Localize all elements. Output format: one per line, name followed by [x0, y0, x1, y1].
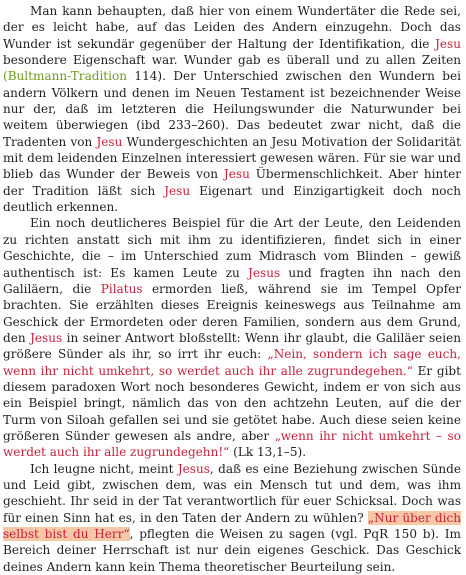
paragraph: [3, 461, 461, 575]
text-run: 114). Der Unterschied zwischen den Wundern bei andern Völkern und denen im Neuen Testament ist bezeichnender Weise nur der, daß im letzteren die Heilungswunder die Naturwunder bei weitem überwiegen (ibd 233–260). Das bedeutet zwar nicht, daß die Tradenten von: [3, 69, 461, 149]
text-run: Übermenschlichkeit. Aber hinter der Tradition läßt sich: [3, 167, 461, 198]
text-run: in seiner Antwort bloßstellt: Wenn ihr glaubt, die Galiläer seien größere Sünder als ihr, so irrt ihr euch:: [3, 330, 461, 362]
paragraph: [3, 215, 461, 460]
document-page: [3, 3, 461, 575]
text-run: Eigenart und Einzigartigkeit doch noch deutlich erkennen.: [3, 183, 461, 215]
marked-text: Jesu: [435, 36, 461, 51]
text-run: Ich leugne nicht, meint: [30, 461, 178, 476]
text-run: , pflegten die Weisen zu sagen (vgl. PqR 150 b). Im Bereich deiner Herrschaft ist nur dein eigenes Geschick. Das Geschick deines Andern kann kein Thema theoretischer Beurteilung sein.: [3, 527, 461, 574]
marked-text: „wenn ihr nicht umkehrt – so werdet auch ihr alle zugrundegehn!“: [3, 428, 461, 460]
text-run: Ein noch deutlicheres Beispiel für die Art der Leute, den Leidenden zu richten anstatt sich mit ihm zu identifizieren, findet sich in einer Geschichte, die – im Unterschied zum Midrasch vom Blinden – gewiß authentisch ist: Es kamen Leute zu: [3, 216, 461, 280]
paragraph: [3, 3, 461, 215]
text-run: (Lk 13,1–5).: [229, 445, 307, 460]
text-run: ermorden ließ, während sie im Tempel Opfer brachten. Sie erzählten dieses Ereignis keineswegs aus Teilnahme am Geschick der Ermordeten oder deren Familien, sondern aus dem Grund, den: [3, 281, 461, 345]
marked-text: Pilatus: [100, 281, 143, 296]
marked-text: Jesus: [177, 461, 210, 476]
highlighted-quote: „Nur über dich selbst bist du Herr“: [3, 510, 461, 541]
marked-text: Jesu: [223, 167, 250, 182]
marked-text: Jesus: [248, 265, 281, 280]
marked-text: Jesu: [96, 134, 123, 149]
marked-text: Jesu: [164, 183, 191, 198]
text-run: besondere Eigenschaft war. Wunder gab es überall und zu allen Zeiten: [3, 53, 461, 68]
marked-text: Jesus: [30, 330, 63, 345]
text-run: , daß es eine Beziehung zwischen Sünde und Leid gibt, zwischen dem, was ein Mensch tut und dem, was ihm geschieht. Ihr seid in der Tat verantwortlich für euer Schicksal. Doch was für einen Sinn hat es, in den Taten der Andern zu wühlen?: [3, 461, 461, 525]
text-run: Er gibt diesem paradoxen Wort noch besonderes Gewicht, indem er von sich aus ein Beispiel bringt, nämlich das von den achtzehn Leuten, auf die der Turm von Siloah gefallen sei und sie getötet habe. Auch diese seien keine größeren Sünder gewesen als andre, aber: [3, 363, 461, 443]
text-run: und fragten ihn nach den Galiläern, die: [3, 265, 461, 296]
text-run: Man kann behaupten, daß hier von einem Wundertäter die Rede sei, der es leicht habe, auf das Leiden des Andern einzugehn. Doch das Wunder ist sekundär gegenüber der Haltung der Identifikation, die: [3, 4, 461, 51]
marked-text: „Nein, sondern ich sage euch, wenn ihr nicht umkehrt, so werdet auch ihr alle zugrundegehen.“: [3, 347, 462, 378]
text-run: Wundergeschichten an Jesu Motivation der Solidarität mit dem leidenden Einzelnen interessiert gewesen wären. Für sie war und blieb das Wunder der Beweis von: [3, 134, 462, 182]
marked-text: (Bultmann-Tradition: [3, 69, 128, 84]
